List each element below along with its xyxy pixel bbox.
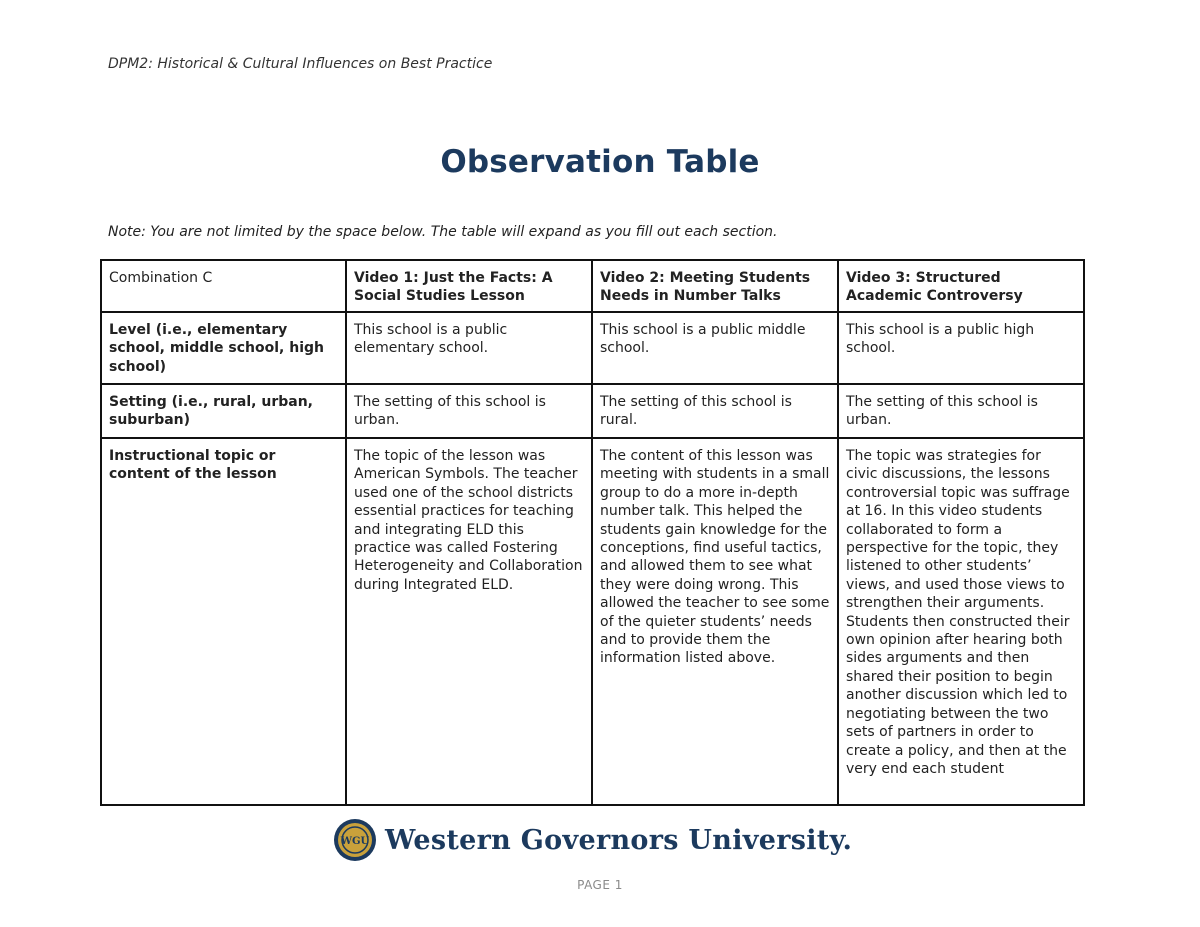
logo-wordmark: Western Governors University. [385, 824, 853, 856]
cell-level-video-3: This school is a public high school. [838, 312, 1084, 384]
table-row-topic [101, 438, 1084, 805]
cell-level-video-2: This school is a public middle school. [592, 312, 838, 384]
document-header: DPM2: Historical & Cultural Influences on Best Practice [108, 56, 493, 72]
cell-level-video-1: This school is a public elementary school. [346, 312, 592, 384]
cell-topic-video-1: The topic of the lesson was American Symbols. The teacher used one of the school districts essential practices for teaching and integrating ELD this practice was called Fostering Heterogeneity and Collaboration during Integrated ELD. [346, 438, 592, 805]
header-cell-video-3: Video 3: Structured Academic Controversy [838, 260, 1084, 312]
header-cell-combination: Combination C [101, 260, 346, 312]
table-row-setting [101, 384, 1084, 438]
row-label-setting: Setting (i.e., rural, urban, suburban) [101, 384, 346, 438]
page-number: PAGE 1 [577, 878, 623, 892]
cell-setting-video-1: The setting of this school is urban. [346, 384, 592, 438]
row-label-level: Level (i.e., elementary school, middle school, high school) [101, 312, 346, 384]
table-row-level [101, 312, 1084, 384]
university-seal-icon [333, 818, 377, 862]
cell-topic-video-2: The content of this lesson was meeting with students in a small group to do a more in-depth number talk. This helped the students gain knowledge for the conceptions, find useful tactics, and allowed them to see what they were doing wrong. This allowed the teacher to see some of the quieter students’ needs and to provide them the information listed above. [592, 438, 838, 805]
header-cell-video-2: Video 2: Meeting Students Needs in Number Talks [592, 260, 838, 312]
cell-setting-video-2: The setting of this school is rural. [592, 384, 838, 438]
table-note: Note: You are not limited by the space below. The table will expand as you fill out each section. [108, 224, 778, 240]
table-header-row [101, 260, 1084, 312]
observation-table [100, 259, 1085, 806]
page-title: Observation Table [440, 144, 760, 180]
cell-setting-video-3: The setting of this school is urban. [838, 384, 1084, 438]
header-cell-video-1: Video 1: Just the Facts: A Social Studies Lesson [346, 260, 592, 312]
cell-topic-video-3: The topic was strategies for civic discussions, the lessons controversial topic was suffrage at 16. In this video students collaborated to form a perspective for the topic, they listened to other students’ views, and used those views to strengthen their arguments. Students then constructed their own opinion after hearing both sides arguments and then shared their position to begin another discussion which led to negotiating between the two sets of partners in order to create a policy, and then at the very end each student [838, 438, 1084, 805]
wgu-logo [333, 818, 852, 862]
row-label-topic: Instructional topic or content of the lesson [101, 438, 346, 805]
seal-monogram: WGU [340, 836, 370, 847]
